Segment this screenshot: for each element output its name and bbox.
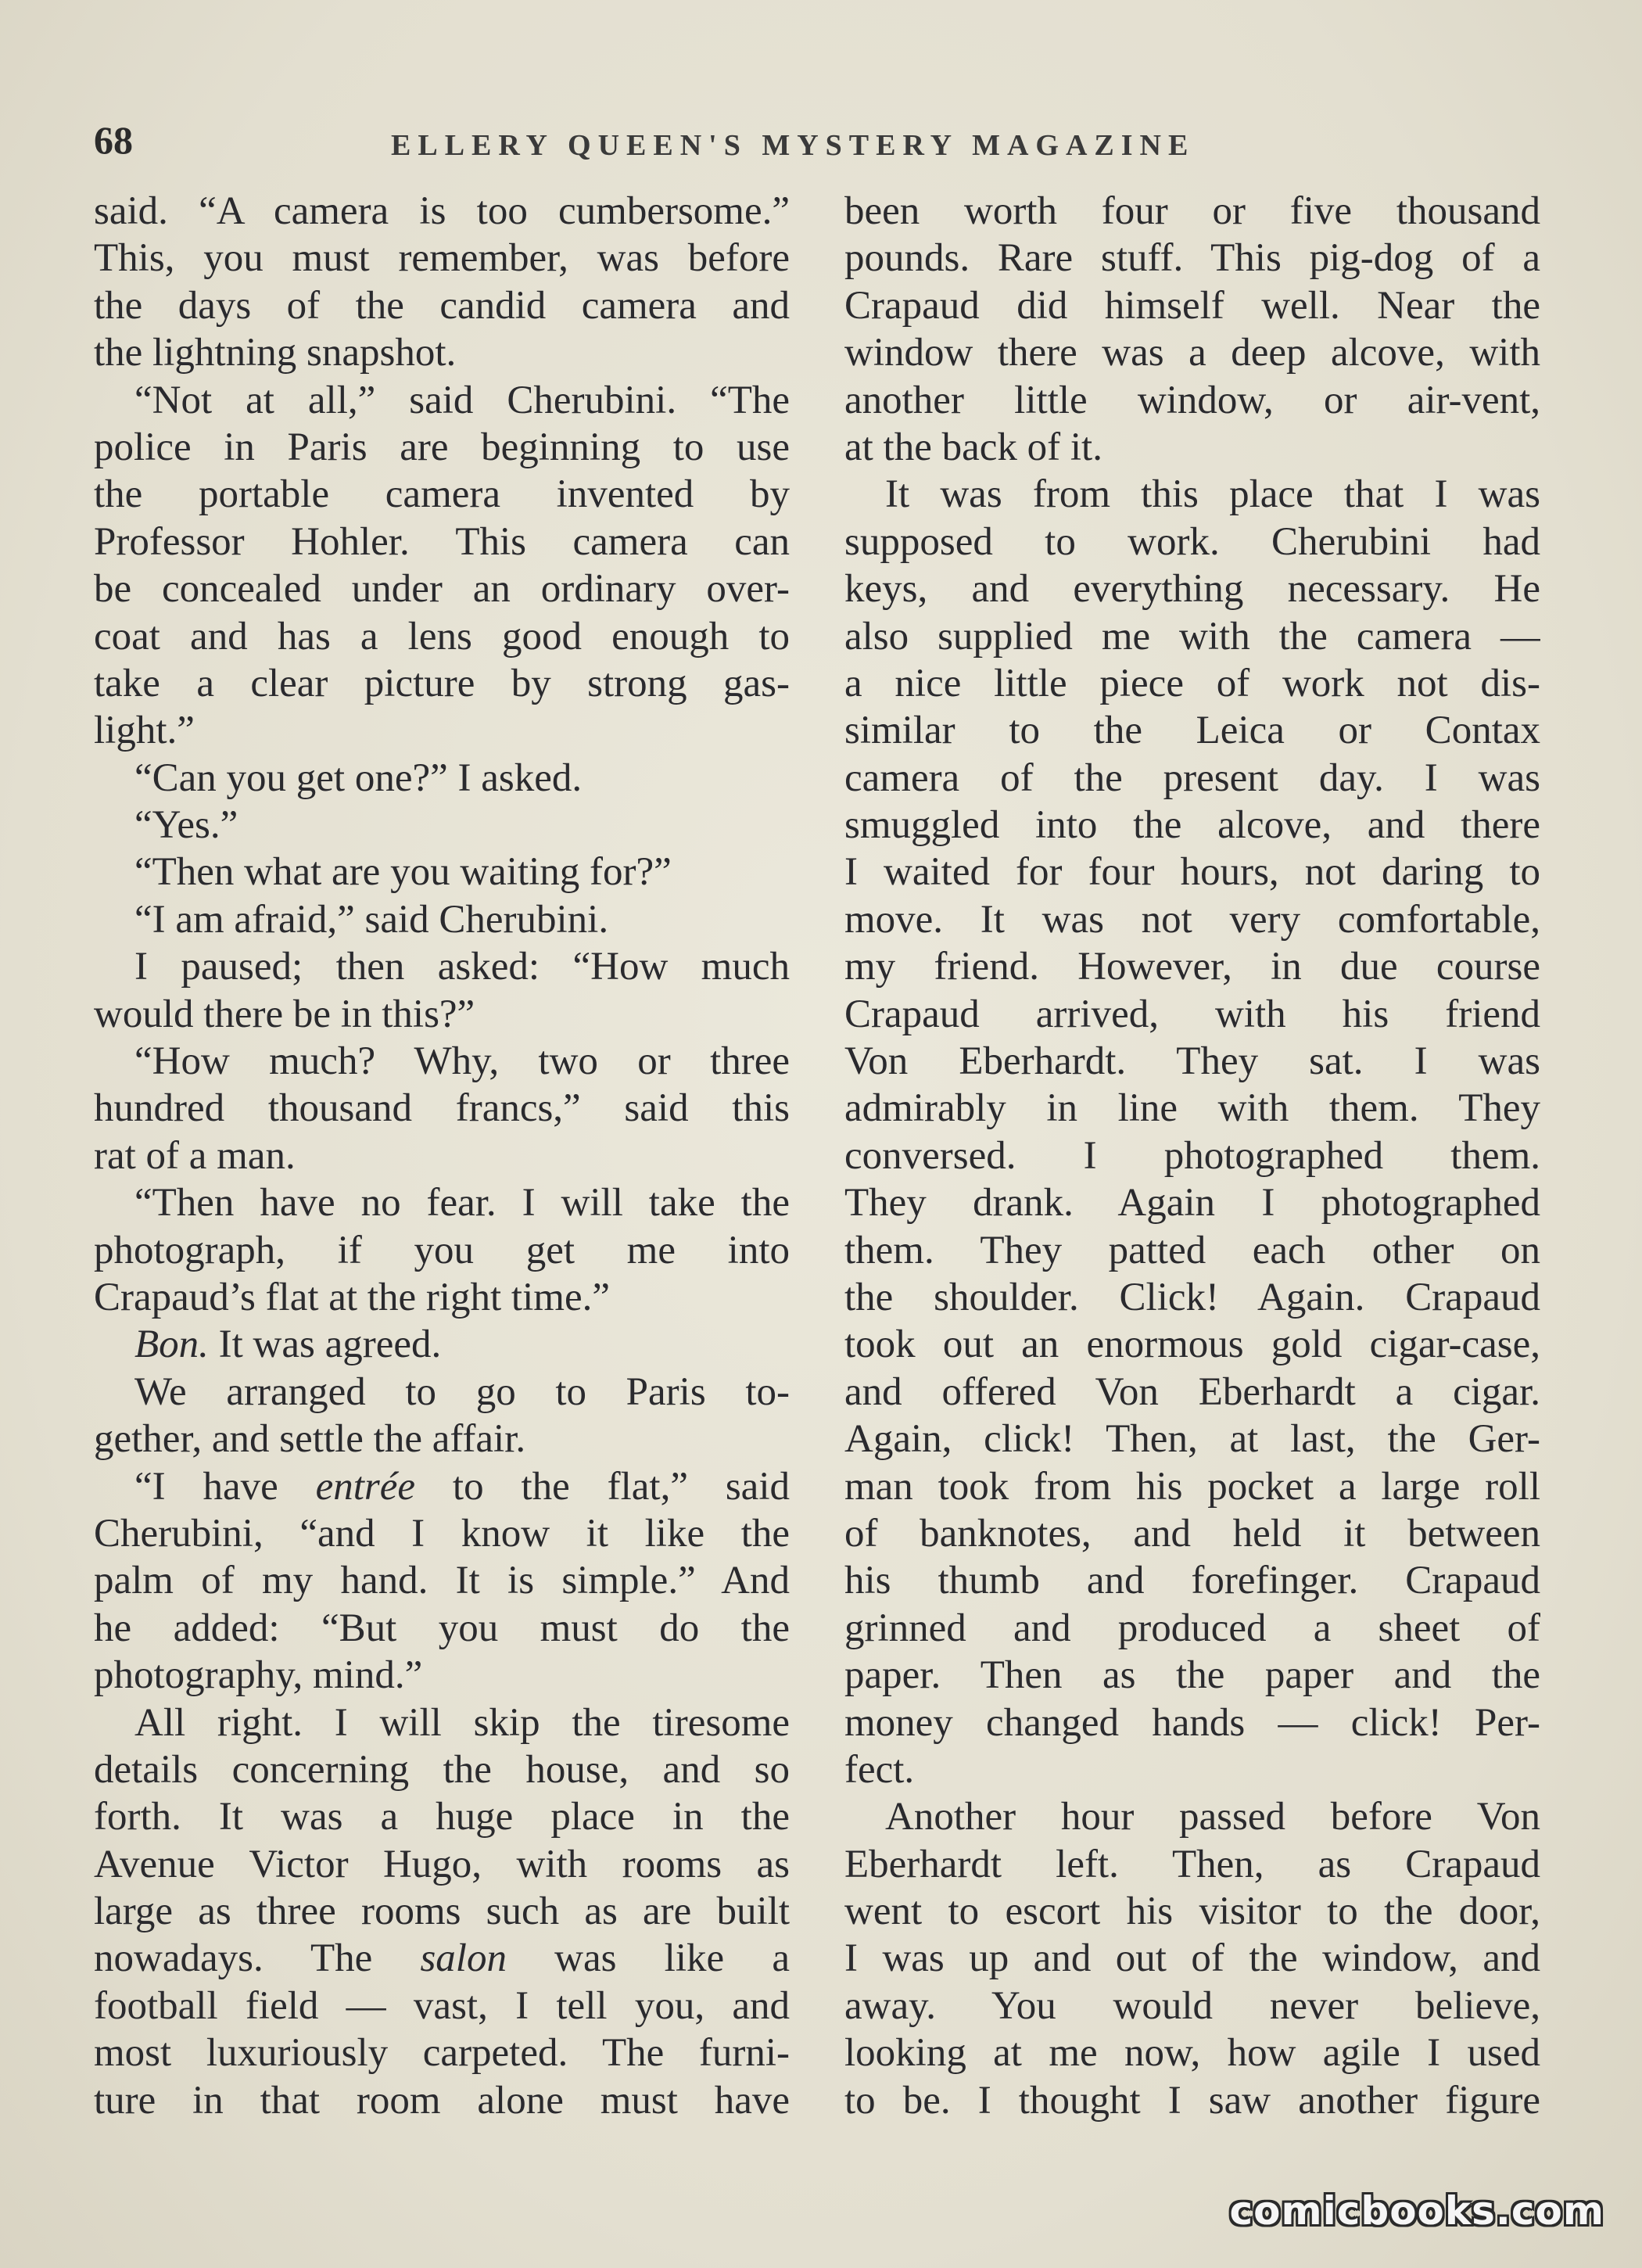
text-line: admirably in line with them. They <box>844 1086 1540 1131</box>
text-line: away. You would never believe, <box>844 1983 1540 2028</box>
text-fragment: was like a <box>506 1936 790 1981</box>
text-line: ture in that room alone must have <box>94 2078 790 2123</box>
text-line: man took from his pocket a large roll <box>844 1464 1540 1509</box>
text-line: of banknotes, and held it between <box>844 1511 1540 1556</box>
text-fragment: nowadays. The <box>94 1936 421 1981</box>
text-line: It was from this place that I was <box>885 472 1540 517</box>
text-fragment: “I have <box>134 1464 316 1509</box>
text-line: them. They patted each other on <box>844 1228 1540 1272</box>
text-line: This, you must remember, was before <box>94 236 790 281</box>
watermark-logo: comicbooks.com <box>1229 2188 1604 2234</box>
text-line: details concerning the house, and so <box>94 1747 790 1792</box>
italic-text: entrée <box>315 1464 416 1509</box>
text-line: would there be in this?” <box>94 992 475 1036</box>
text-line: gether, and settle the affair. <box>94 1417 526 1462</box>
text-line: rat of a man. <box>94 1133 296 1178</box>
text-line: the portable camera invented by <box>94 472 790 517</box>
text-fragment: to the flat,” said <box>415 1464 790 1509</box>
text-line: move. It was not very comfortable, <box>844 897 1540 942</box>
running-head: ELLERY QUEEN'S MYSTERY MAGAZINE <box>391 129 1196 162</box>
text-line: “How much? Why, two or three <box>134 1039 790 1084</box>
text-line: the days of the candid camera and <box>94 283 790 328</box>
text-line: take a clear picture by strong gas- <box>94 661 790 705</box>
text-line: looking at me now, how agile I used <box>844 2031 1540 2076</box>
text-line: Again, click! Then, at last, the Ger- <box>844 1417 1540 1462</box>
text-line: I was up and out of the window, and <box>844 1936 1540 1981</box>
text-line: large as three rooms such as are built <box>94 1889 790 1934</box>
page-number: 68 <box>94 118 133 162</box>
text-line: All right. I will skip the tiresome <box>134 1700 790 1745</box>
text-line <box>94 1935 790 1982</box>
text-line: the shoulder. Click! Again. Crapaud <box>844 1275 1540 1319</box>
text-line: most luxuriously carpeted. The furni- <box>94 2031 790 2076</box>
text-line: Crapaud did himself well. Near the <box>844 283 1540 328</box>
text-line: light.” <box>94 709 195 753</box>
text-line: the lightning snapshot. <box>94 331 457 375</box>
text-line: “Yes.” <box>134 803 238 848</box>
italic-text: salon <box>420 1936 507 1981</box>
text-line: and offered Von Eberhardt a cigar. <box>844 1369 1540 1414</box>
text-line: “Then what are you waiting for?” <box>134 850 672 895</box>
text-line: photograph, if you get me into <box>94 1228 790 1272</box>
text-line: paper. Then as the paper and the <box>844 1653 1540 1698</box>
text-line: money changed hands — click! Per- <box>844 1700 1540 1745</box>
text-line: also supplied me with the camera — <box>844 614 1540 659</box>
text-line: palm of my hand. It is simple.” And <box>94 1559 790 1603</box>
text-line: went to escort his visitor to the door, <box>844 1889 1540 1934</box>
text-line: police in Paris are beginning to use <box>94 425 790 469</box>
text-line: said. “A camera is too cumbersome.” <box>94 189 790 233</box>
text-line: smuggled into the alcove, and there <box>844 803 1540 848</box>
text-line: been worth four or five thousand <box>844 189 1540 233</box>
text-line: Crapaud’s flat at the right time.” <box>94 1275 610 1319</box>
left-text-column <box>94 188 790 2124</box>
text-line: I paused; then asked: “How much <box>134 945 790 989</box>
text-line: took out an enormous gold cigar-case, <box>844 1322 1540 1367</box>
text-line: “Not at all,” said Cherubini. “The <box>134 378 790 422</box>
text-line: football field — vast, I tell you, and <box>94 1983 790 2028</box>
text-line: Von Eberhardt. They sat. I was <box>844 1039 1540 1084</box>
text-line: We arranged to go to Paris to- <box>134 1369 790 1414</box>
text-line: supposed to work. Cherubini had <box>844 519 1540 564</box>
text-line: window there was a deep alcove, with <box>844 331 1540 375</box>
text-line <box>94 1321 790 1368</box>
right-text-column <box>844 188 1540 2124</box>
text-line: another little window, or air-vent, <box>844 378 1540 422</box>
text-line: “I am afraid,” said Cherubini. <box>134 897 609 942</box>
text-line: forth. It was a huge place in the <box>94 1795 790 1839</box>
text-line: Crapaud arrived, with his friend <box>844 992 1540 1036</box>
text-line: coat and has a lens good enough to <box>94 614 790 659</box>
text-line: my friend. However, in due course <box>844 945 1540 989</box>
text-line: Cherubini, “and I know it like the <box>94 1511 790 1556</box>
text-line: photography, mind.” <box>94 1653 423 1698</box>
text-line: be concealed under an ordinary over- <box>94 567 790 612</box>
text-line: he added: “But you must do the <box>94 1606 790 1650</box>
text-line: a nice little piece of work not dis- <box>844 661 1540 705</box>
text-line: Another hour passed before Von <box>885 1795 1540 1839</box>
text-line: conversed. I photographed them. <box>844 1133 1540 1178</box>
italic-text: Bon. <box>134 1322 209 1367</box>
text-line: fect. <box>844 1747 915 1792</box>
page-header <box>94 117 1548 172</box>
text-line: to be. I thought I saw another figure <box>844 2078 1540 2123</box>
text-line: similar to the Leica or Contax <box>844 709 1540 753</box>
text-line: They drank. Again I photographed <box>844 1181 1540 1226</box>
text-line <box>94 1463 790 1510</box>
text-line: “Then have no fear. I will take the <box>134 1181 790 1226</box>
text-line: at the back of it. <box>844 425 1102 469</box>
text-line: I waited for four hours, not daring to <box>844 850 1540 895</box>
text-line: Eberhardt left. Then, as Crapaud <box>844 1842 1540 1886</box>
text-line: pounds. Rare stuff. This pig-dog of a <box>844 236 1540 281</box>
text-line: keys, and everything necessary. He <box>844 567 1540 612</box>
text-line: Avenue Victor Hugo, with rooms as <box>94 1842 790 1886</box>
text-line: his thumb and forefinger. Crapaud <box>844 1559 1540 1603</box>
text-line: “Can you get one?” I asked. <box>134 755 583 800</box>
text-line: Professor Hohler. This camera can <box>94 519 790 564</box>
text-fragment: It was agreed. <box>208 1322 442 1367</box>
text-line: grinned and produced a sheet of <box>844 1606 1540 1650</box>
text-line: hundred thousand francs,” said this <box>94 1086 790 1131</box>
text-line: camera of the present day. I was <box>844 755 1540 800</box>
